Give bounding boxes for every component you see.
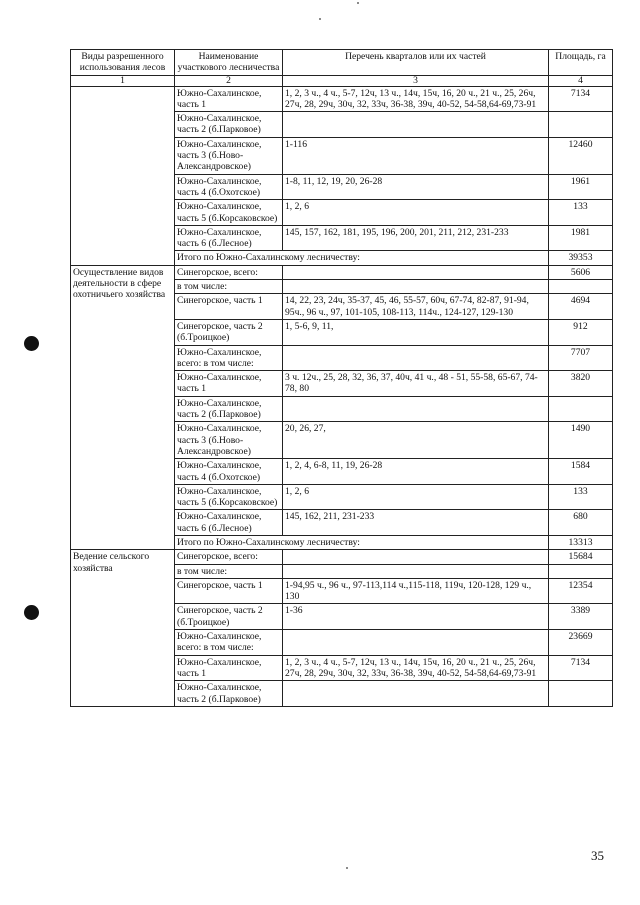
scan-speck: [346, 867, 348, 869]
area-cell: 13313: [549, 535, 613, 549]
forestry-name-cell: Южно-Сахалинское, часть 4 (б.Охотское): [175, 174, 283, 200]
quarters-cell: [283, 396, 549, 422]
forestry-name-cell: Южно-Сахалинское, часть 1: [175, 86, 283, 112]
forest-use-table: [70, 49, 613, 707]
quarters-cell: 1-8, 11, 12, 19, 20, 26-28: [283, 174, 549, 200]
area-cell: [549, 396, 613, 422]
forestry-name-cell: в том числе:: [175, 564, 283, 578]
area-cell: 12460: [549, 137, 613, 174]
quarters-cell: [283, 564, 549, 578]
forestry-name-cell: Южно-Сахалинское, часть 6 (б.Лесное): [175, 225, 283, 251]
forestry-name-cell: Южно-Сахалинское, часть 2 (б.Парковое): [175, 396, 283, 422]
quarters-cell: 1, 5-6, 9, 11,: [283, 319, 549, 345]
area-cell: 7134: [549, 655, 613, 681]
column-number: 3: [283, 75, 549, 86]
quarters-cell: 1, 2, 3 ч., 4 ч., 5-7, 12ч, 13 ч., 14ч, 15ч, 16, 20 ч., 21 ч., 25, 26ч, 27ч, 28, 29ч, 30ч, 32, 33ч, 36-38, 39ч, 40-52, 54-58,64-69,73-91: [283, 86, 549, 112]
scan-speck: [357, 2, 359, 4]
quarters-cell: [283, 345, 549, 371]
column-number-row: [71, 75, 613, 86]
forestry-name-cell: Синегорское, часть 2 (б.Троицкое): [175, 604, 283, 630]
area-cell: 3820: [549, 371, 613, 397]
quarters-cell: 145, 162, 211, 231-233: [283, 510, 549, 536]
page-number: 35: [591, 848, 604, 863]
forestry-name-cell: Южно-Сахалинское, часть 2 (б.Парковое): [175, 112, 283, 138]
area-cell: 1490: [549, 422, 613, 459]
area-cell: 39353: [549, 251, 613, 265]
forestry-name-cell: Южно-Сахалинское, часть 5 (б.Корсаковское): [175, 484, 283, 510]
area-cell: 12354: [549, 578, 613, 604]
forestry-name-cell: Южно-Сахалинское, часть 5 (б.Корсаковское): [175, 200, 283, 226]
quarters-cell: 3 ч. 12ч., 25, 28, 32, 36, 37, 40ч, 41 ч., 48 - 51, 55-58, 65-67, 74-78, 80: [283, 371, 549, 397]
area-cell: 4694: [549, 294, 613, 320]
area-cell: 23669: [549, 630, 613, 656]
header-area: Площадь, га: [549, 50, 613, 76]
header-quarters-list: Перечень кварталов или их частей: [283, 50, 549, 76]
scan-speck: [319, 18, 321, 20]
area-cell: [549, 112, 613, 138]
quarters-cell: [283, 112, 549, 138]
area-cell: 15684: [549, 550, 613, 564]
column-number: 2: [175, 75, 283, 86]
area-cell: 7134: [549, 86, 613, 112]
column-number: 1: [71, 75, 175, 86]
area-cell: [549, 564, 613, 578]
total-label-cell: Итого по Южно-Сахалинскому лесничеству:: [175, 535, 549, 549]
area-cell: 680: [549, 510, 613, 536]
quarters-cell: [283, 265, 549, 279]
forestry-name-cell: Синегорское, часть 2 (б.Троицкое): [175, 319, 283, 345]
use-type-cell: Ведение сельского хозяйства: [71, 550, 175, 707]
forestry-name-cell: Южно-Сахалинское, часть 1: [175, 371, 283, 397]
table-header-row: [71, 50, 613, 76]
use-type-cell: Осуществление видов деятельности в сфере охотничьего хозяйства: [71, 265, 175, 550]
forestry-name-cell: Южно-Сахалинское, часть 3 (б.Ново-Александровское): [175, 137, 283, 174]
header-use-type: Виды разрешенного использования лесов: [71, 50, 175, 76]
quarters-cell: 1, 2, 4, 6-8, 11, 19, 26-28: [283, 459, 549, 485]
area-cell: 7707: [549, 345, 613, 371]
area-cell: [549, 681, 613, 707]
quarters-cell: [283, 280, 549, 294]
area-cell: 912: [549, 319, 613, 345]
area-cell: 3389: [549, 604, 613, 630]
quarters-cell: 20, 26, 27,: [283, 422, 549, 459]
area-cell: 5606: [549, 265, 613, 279]
forestry-name-cell: Синегорское, всего:: [175, 265, 283, 279]
forestry-name-cell: Южно-Сахалинское, часть 2 (б.Парковое): [175, 681, 283, 707]
area-cell: 1961: [549, 174, 613, 200]
forestry-name-cell: Южно-Сахалинское, часть 4 (б.Охотское): [175, 459, 283, 485]
quarters-cell: [283, 550, 549, 564]
quarters-cell: 145, 157, 162, 181, 195, 196, 200, 201, 211, 212, 231-233: [283, 225, 549, 251]
total-label-cell: Итого по Южно-Сахалинскому лесничеству:: [175, 251, 549, 265]
area-cell: [549, 280, 613, 294]
table-row: [71, 265, 613, 279]
area-cell: 133: [549, 200, 613, 226]
area-cell: 1584: [549, 459, 613, 485]
forestry-name-cell: Южно-Сахалинское, часть 3 (б.Ново-Александровское): [175, 422, 283, 459]
quarters-cell: [283, 630, 549, 656]
table-row: [71, 86, 613, 112]
forestry-name-cell: в том числе:: [175, 280, 283, 294]
header-forestry-name: Наименование участкового лесничества: [175, 50, 283, 76]
quarters-cell: 1-94,95 ч., 96 ч., 97-113,114 ч.,115-118, 119ч, 120-128, 129 ч., 130: [283, 578, 549, 604]
forestry-name-cell: Южно-Сахалинское, часть 1: [175, 655, 283, 681]
table-row: [71, 550, 613, 564]
forestry-name-cell: Южно-Сахалинское, всего: в том числе:: [175, 345, 283, 371]
forestry-name-cell: Южно-Сахалинское, часть 6 (б.Лесное): [175, 510, 283, 536]
forestry-name-cell: Синегорское, часть 1: [175, 578, 283, 604]
quarters-cell: 14, 22, 23, 24ч, 35-37, 45, 46, 55-57, 60ч, 67-74, 82-87, 91-94, 95ч., 96 ч., 97, 101-105, 108-113, 114ч., 124-127, 129-130: [283, 294, 549, 320]
column-number: 4: [549, 75, 613, 86]
forestry-name-cell: Синегорское, всего:: [175, 550, 283, 564]
binder-hole: [24, 605, 39, 620]
quarters-cell: 1, 2, 6: [283, 200, 549, 226]
quarters-cell: 1, 2, 6: [283, 484, 549, 510]
use-type-cell: [71, 86, 175, 265]
table-body: [71, 86, 613, 706]
quarters-cell: 1-36: [283, 604, 549, 630]
binder-hole: [24, 336, 39, 351]
forestry-name-cell: Южно-Сахалинское, всего: в том числе:: [175, 630, 283, 656]
area-cell: 133: [549, 484, 613, 510]
forestry-name-cell: Синегорское, часть 1: [175, 294, 283, 320]
area-cell: 1981: [549, 225, 613, 251]
quarters-cell: [283, 681, 549, 707]
quarters-cell: 1-116: [283, 137, 549, 174]
quarters-cell: 1, 2, 3 ч., 4 ч., 5-7, 12ч, 13 ч., 14ч, 15ч, 16, 20 ч., 21 ч., 25, 26ч, 27ч, 28, 29ч, 30ч, 32, 33ч, 36-38, 39ч, 40-52, 54-58,64-69,73-91: [283, 655, 549, 681]
